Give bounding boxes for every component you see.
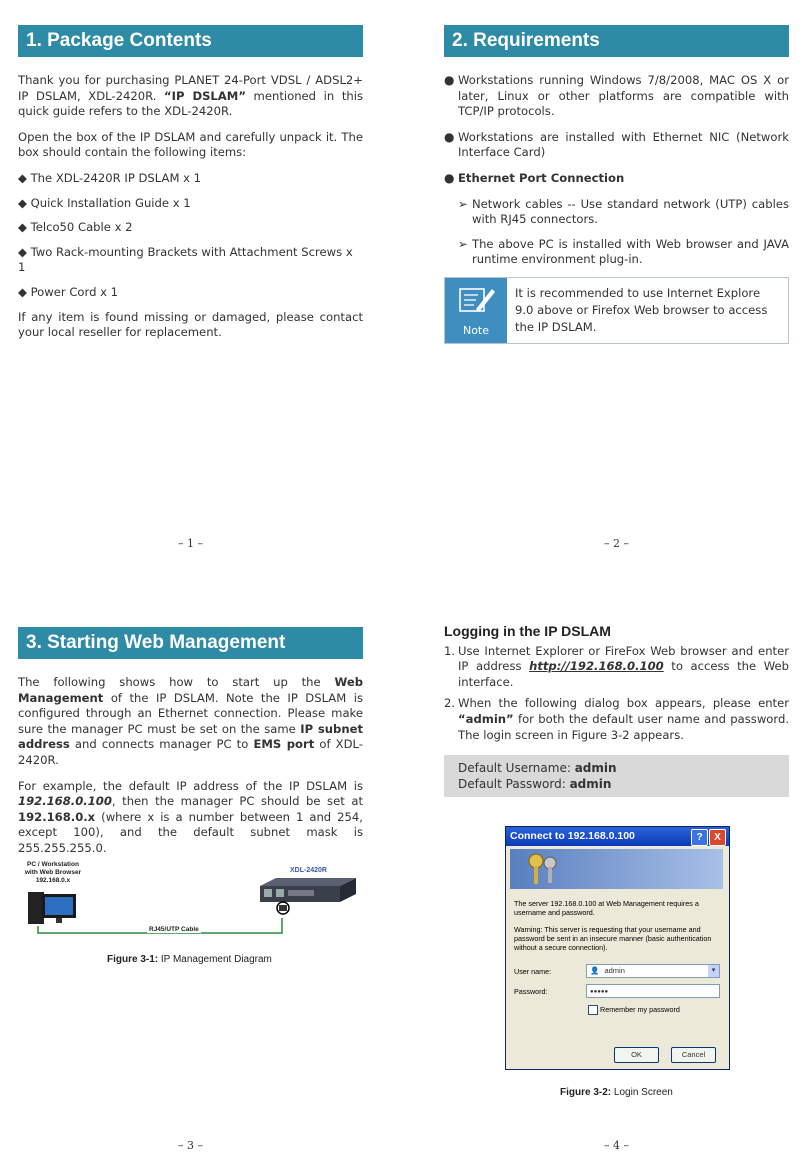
list-item: ● Workstations running Windows 7/8/2008, MAC OS X or later, Linux or other platforms are compatible with TCP/IP protocols. (444, 73, 789, 119)
page-number: – 2 – (604, 537, 629, 550)
figure-caption: Figure 3-1: IP Management Diagram (107, 954, 272, 965)
dropdown-arrow-icon[interactable]: ▾ (708, 965, 719, 977)
arrow-icon: ➢ (458, 236, 468, 251)
sub-item: ➢ Network cables -- Use standard network (UTP) cables with RJ45 connectors. (458, 196, 789, 227)
page-number: – 3 – (178, 1139, 203, 1152)
section-requirements (444, 25, 789, 344)
server-message: The server 192.168.0.100 at Web Management requires a username and password. (514, 899, 699, 917)
section-title: 3. Starting Web Management (18, 627, 363, 659)
help-button[interactable]: ? (691, 829, 708, 846)
dialog-banner (510, 849, 723, 889)
note-text: It is recommended to use Internet Explore 9.0 above or Firefox Web browser to access the IP DSLAM. (515, 285, 768, 334)
cable-label: RJ45/UTP Cable (149, 926, 199, 933)
note-box (444, 277, 789, 344)
arrow-icon: ➢ (458, 196, 468, 211)
remember-checkbox[interactable] (588, 1005, 598, 1015)
bullet-icon: ● (444, 73, 455, 87)
note-label: Note (462, 324, 490, 338)
ip-address-link[interactable]: http://192.168.0.100 (529, 659, 664, 674)
dialog-titlebar: Connect to 192.168.0.100 ? X (506, 827, 729, 846)
list-item: ◆ Quick Installation Guide x 1 (18, 195, 191, 210)
username-label: User name: (514, 967, 552, 976)
remember-label: Remember my password (600, 1005, 680, 1014)
section-title: 2. Requirements (444, 25, 789, 57)
intro-paragraph: Thank you for purchasing PLANET 24-Port VDSL / ADSL2+ IP DSLAM, XDL-2420R. “IP DSLAM” mentioned in this quick guide refers to the XDL-2420R. (18, 73, 363, 119)
page-number: – 1 – (178, 537, 203, 550)
login-dialog (505, 826, 730, 1070)
password-label: Password: (514, 987, 548, 996)
list-item: ◆ The XDL-2420R IP DSLAM x 1 (18, 170, 202, 185)
note-badge (445, 278, 507, 343)
list-item: ◆ Telco50 Cable x 2 (18, 220, 133, 235)
missing-paragraph: If any item is found missing or damaged, please contact your local reseller for replacement. (18, 309, 363, 340)
close-button[interactable]: X (709, 829, 726, 846)
section-title: 1. Package Contents (18, 25, 363, 57)
list-item: ● Ethernet Port Connection (444, 170, 625, 185)
section-web-management (18, 627, 363, 867)
list-item: 2. When the following dialog box appears, please enter “admin” for both the default user name and password. The login screen in Figure 3-2 appears. (444, 696, 789, 742)
ok-button[interactable]: OK (614, 1047, 659, 1063)
page-number: – 4 – (604, 1139, 629, 1152)
section-logging-in (444, 624, 789, 797)
list-item: ◆ Power Cord x 1 (18, 284, 119, 299)
section-package-contents (18, 25, 363, 351)
keys-icon (524, 851, 564, 887)
ip-management-diagram: PC / Workstation with Web Browser 192.168.0.x XDL-2420R RJ45/UTP Cable (20, 858, 365, 938)
bullet-icon: ● (444, 129, 455, 144)
bullet-icon: ● (444, 170, 455, 185)
password-input[interactable]: ●●●●● (586, 984, 720, 998)
username-input[interactable]: 👤 admin ▾ (586, 964, 720, 978)
list-item: 1. Use Internet Explorer or FireFox Web browser and enter IP address http://192.168.0.100 to access the Web interface. (444, 643, 789, 689)
sub-item: ➢ The above PC is installed with Web browser and JAVA runtime environment plug-in. (458, 236, 789, 267)
list-item: ● Workstations are installed with Ethernet NIC (Network Interface Card) (444, 129, 789, 160)
example-paragraph: For example, the default IP address of the IP DSLAM is 192.168.0.100, then the manager PC should be set at 192.168.0.x (where x is a number between 1 and 254, except 100), and the default subnet mask is 255.255.255.0. (18, 778, 363, 855)
start-paragraph: The following shows how to start up the Web Management of the IP DSLAM. Note the IP DSLAM is configured through an Ethernet connection. Please make sure the manager PC must be set on the same IP subnet address and connects manager PC to EMS port of XDL-2420R. (18, 675, 363, 767)
note-pencil-icon (456, 283, 496, 317)
default-credentials-box: Default Username: admin Default Password: admin (444, 755, 789, 797)
list-item: ◆ Two Rack-mounting Brackets with Attachment Screws x 1 (18, 244, 353, 275)
unpack-paragraph: Open the box of the IP DSLAM and carefully unpack it. The box should contain the following items: (18, 129, 363, 160)
section-heading: Logging in the IP DSLAM (444, 623, 611, 639)
user-icon: 👤 (590, 966, 600, 975)
figure-caption: Figure 3-2: Login Screen (560, 1087, 673, 1098)
warning-message: Warning: This server is requesting that your username and password be sent in an insecure manner (basic authentication without a secure connection). (514, 925, 712, 952)
cancel-button[interactable]: Cancel (671, 1047, 716, 1063)
device-label: XDL-2420R (290, 867, 327, 874)
